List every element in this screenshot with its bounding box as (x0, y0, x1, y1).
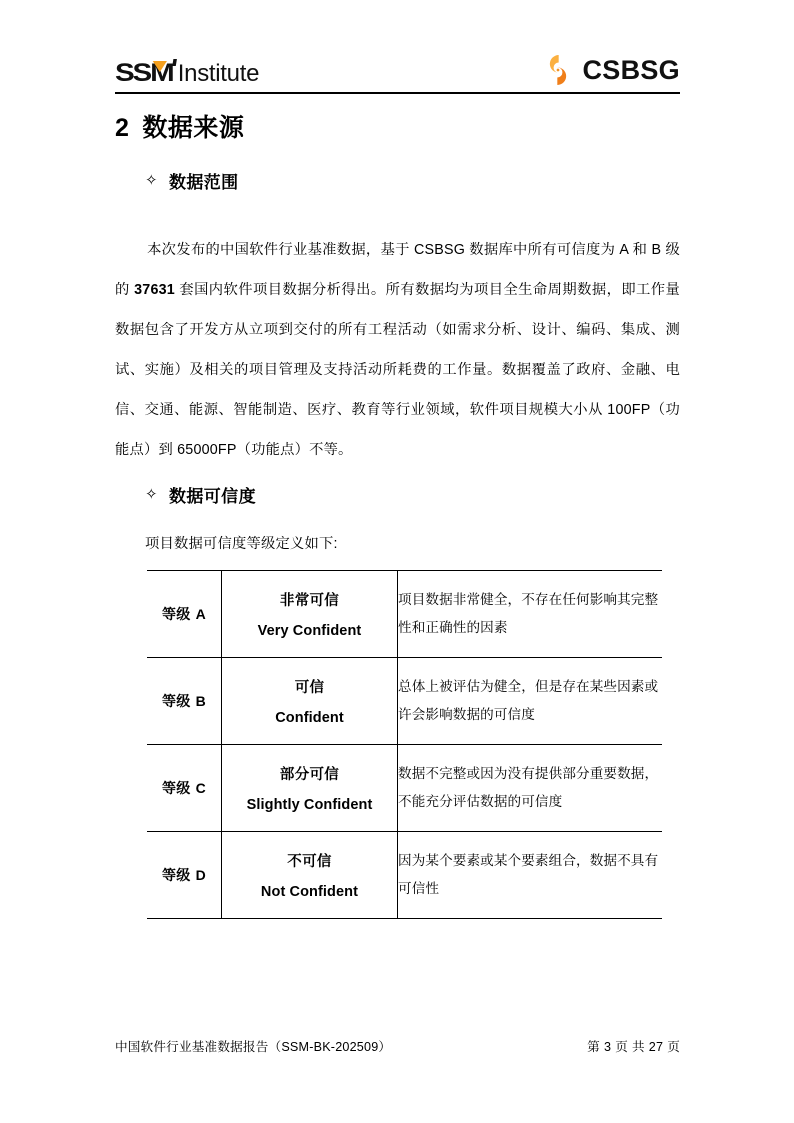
ssm-wordmark (115, 59, 173, 88)
grade-name-cn: 不可信 (287, 854, 332, 870)
page-prefix: 第 (587, 1040, 600, 1054)
table-row (147, 745, 662, 832)
grade-letter: A (195, 606, 207, 622)
grade-label: 等级 (161, 780, 191, 796)
paragraph-part-1: 本次发布的中国软件行业基准数据，基于 CSBSG 数据库中所有可信度为 A 和 B 级的 (115, 242, 680, 299)
csbsg-logo (541, 53, 680, 92)
confidence-grade-table-body (147, 571, 662, 919)
subheading-data-confidence-label: 数据可信度 (168, 487, 256, 506)
section-title: 数据来源 (142, 114, 245, 142)
page-total: 27 (648, 1040, 664, 1054)
csbsg-spiral-icon (541, 53, 575, 87)
project-count-value: 37631 (134, 282, 175, 299)
table-row (147, 571, 662, 658)
footer-page-number (587, 1036, 680, 1055)
ssm-institute-label: Institute (177, 60, 260, 87)
page-current: 3 (603, 1040, 612, 1054)
grade-name-en: Confident (275, 710, 344, 726)
confidence-grade-table (147, 570, 662, 919)
csbsg-wordmark: CSBSG (582, 54, 680, 85)
page-of: 共 (631, 1040, 645, 1054)
ssm-wordmark-text: SSM (115, 59, 173, 87)
grade-description-cell: 数据不完整或因为没有提供部分重要数据，不能充分评估数据的可信度 (398, 745, 663, 832)
grade-name-cn: 部分可信 (279, 767, 340, 783)
grade-name-en: Very Confident (257, 623, 362, 639)
paragraph-part-2: 套国内软件项目数据分析得出。所有数据均为项目全生命周期数据，即工作量数据包含了开发方从立项到交付的所有工程活动（如需求分析、设计、编码、集成、测试、实施）及相关的项目管理及支持活动所耗费的工作量。数据覆盖了政府、金融、电信、交通、能源、智能制造、医疗、教育等行业领域，软件项目规模大小从 100FP（功能点）到 65000FP（功能点）不等。 (115, 282, 681, 459)
grade-name-en: Slightly Confident (246, 797, 373, 813)
ssm-triangle-accent-icon (152, 61, 166, 72)
ssm-tick-accent-icon (173, 59, 177, 66)
page-header (115, 48, 680, 94)
grade-name-cn: 可信 (294, 680, 325, 696)
grade-description-cell: 总体上被评估为健全，但是存在某些因素或许会影响数据的可信度 (398, 658, 663, 745)
ssm-institute-logo (115, 59, 259, 92)
diamond-bullet-icon: ✧ (145, 172, 158, 189)
page-unit-1: 页 (615, 1040, 628, 1054)
grade-cell (147, 832, 222, 919)
table-row (147, 832, 662, 919)
grade-name-cn: 非常可信 (279, 593, 340, 609)
section-number: 2 (115, 114, 130, 142)
grade-name-cell (222, 832, 398, 919)
grade-name-en: Not Confident (260, 884, 359, 900)
page-unit-2: 页 (667, 1040, 680, 1054)
grade-letter: C (195, 780, 207, 796)
grade-letter: B (195, 693, 207, 709)
section-heading (115, 108, 244, 144)
grade-name-cell (222, 658, 398, 745)
grade-cell (147, 571, 222, 658)
grade-cell (147, 658, 222, 745)
subheading-data-scope (145, 168, 239, 193)
diamond-bullet-icon: ✧ (145, 486, 158, 503)
grade-label: 等级 (161, 693, 191, 709)
page-footer (115, 1036, 680, 1055)
grade-cell (147, 745, 222, 832)
grade-letter: D (195, 867, 207, 883)
grade-label: 等级 (161, 606, 191, 622)
subheading-data-scope-label: 数据范围 (168, 173, 239, 192)
grade-label: 等级 (161, 867, 191, 883)
grade-name-cell (222, 745, 398, 832)
confidence-lead-line: 项目数据可信度等级定义如下: (145, 536, 338, 552)
grade-description-cell: 因为某个要素或某个要素组合，数据不具有可信性 (398, 832, 663, 919)
footer-document-title: 中国软件行业基准数据报告（SSM-BK-202509） (115, 1040, 392, 1054)
grade-description-cell: 项目数据非常健全，不存在任何影响其完整性和正确性的因素 (398, 571, 663, 658)
data-scope-paragraph (115, 230, 680, 470)
grade-name-cell (222, 571, 398, 658)
subheading-data-confidence (145, 482, 256, 507)
table-row (147, 658, 662, 745)
